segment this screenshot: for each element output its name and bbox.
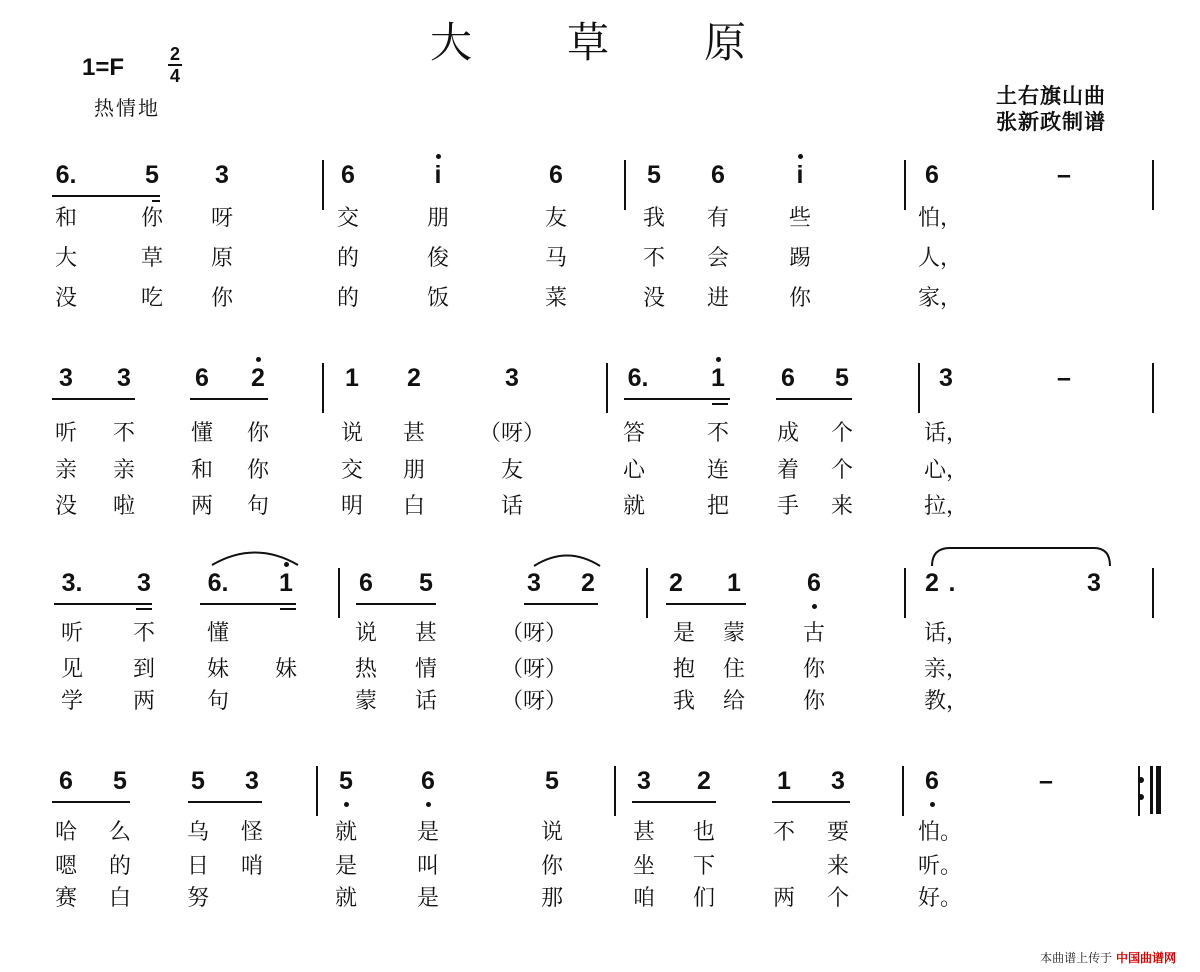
- note: 3: [245, 767, 259, 795]
- site-logo: 中国曲谱网: [1115, 951, 1176, 965]
- lyric-syllable: 来: [830, 494, 854, 519]
- note: 6: [925, 161, 939, 189]
- lyric-syllable: 蒙: [722, 621, 746, 646]
- lyric-syllable: 答: [622, 421, 646, 446]
- lyric-syllable: 情: [414, 657, 438, 682]
- lyric-syllable: 亲: [112, 458, 136, 483]
- lyric-syllable: 下: [692, 854, 716, 879]
- lyric-syllable: 朋: [402, 458, 426, 483]
- footer-text: 本曲谱上传于: [1040, 951, 1113, 965]
- note: 3: [137, 569, 151, 597]
- lyric-syllable: 踢: [788, 246, 812, 271]
- slur: [932, 548, 1110, 566]
- note: 6.: [207, 569, 229, 597]
- lyric-syllable: 你: [802, 657, 826, 682]
- lyric-syllable: 草: [140, 246, 164, 271]
- note: 5: [647, 161, 661, 189]
- tempo-marking: 热情地: [94, 96, 160, 120]
- lyric-syllable: 句: [246, 494, 270, 519]
- lyric-syllable: 你: [210, 286, 234, 311]
- note: i: [796, 161, 804, 189]
- note: 6.: [627, 364, 649, 392]
- lyric-syllable: （呀）: [500, 621, 568, 646]
- composer-credit: 土右旗山曲: [996, 84, 1106, 108]
- note: 6: [781, 364, 795, 392]
- lyric-syllable: 心: [622, 458, 646, 483]
- note: 3: [215, 161, 229, 189]
- lyric-syllable: 是: [416, 820, 440, 845]
- lyric-syllable: 呀: [210, 206, 234, 231]
- lyric-syllable: 妹: [274, 657, 298, 682]
- note: 2: [697, 767, 711, 795]
- lyric-syllable: 不: [772, 820, 796, 845]
- lyric-syllable: 住: [722, 657, 746, 682]
- lyric-syllable: 蒙: [354, 689, 378, 714]
- lyric-syllable: 怪: [240, 820, 264, 845]
- lyric-syllable: 你: [788, 286, 812, 311]
- lyric-syllable: 不: [642, 246, 666, 271]
- lyric-syllable: 饭: [426, 286, 450, 311]
- lyric-syllable: 手: [776, 494, 800, 519]
- lyric-syllable: 没: [54, 286, 78, 311]
- lyric-syllable: 古: [802, 621, 826, 646]
- lyric-syllable: 成: [776, 421, 800, 446]
- note: 5: [145, 161, 159, 189]
- lyric-syllable: 朋: [426, 206, 450, 231]
- lyric-syllable: 我: [672, 689, 696, 714]
- lyric-syllable: 亲: [54, 458, 78, 483]
- time-top: 2: [169, 44, 180, 64]
- note: 1: [711, 364, 725, 392]
- note: 5: [113, 767, 127, 795]
- lyric-syllable: 就: [622, 494, 646, 519]
- lyric-syllable: 个: [830, 421, 854, 446]
- slur: [534, 556, 600, 567]
- lyric-syllable: 大: [54, 246, 78, 271]
- lyric-syllable: 要: [826, 820, 850, 845]
- note: 2: [251, 364, 265, 392]
- note: 5: [191, 767, 205, 795]
- note: 3: [527, 569, 541, 597]
- lyric-syllable: 俊: [426, 246, 450, 271]
- lyric-syllable: 白: [402, 494, 426, 519]
- lyric-syllable: 的: [336, 246, 360, 271]
- lyric-syllable: 的: [108, 854, 132, 879]
- note: 3: [505, 364, 519, 392]
- lyric-syllable: 甚: [402, 421, 426, 446]
- lyric-syllable: 原: [210, 246, 234, 271]
- lyric-syllable: 连: [706, 458, 730, 483]
- lyric-syllable: （呀）: [478, 421, 546, 446]
- lyric-syllable: 把: [706, 494, 730, 519]
- lyric-syllable: 啦: [112, 494, 136, 519]
- lyric-syllable: 心，: [923, 458, 969, 483]
- lyric-syllable: 两: [132, 689, 156, 714]
- note: 2: [407, 364, 421, 392]
- note: .: [948, 569, 956, 597]
- lyric-syllable: 到: [132, 657, 156, 682]
- note: 3: [939, 364, 953, 392]
- lyric-syllable: 怕。: [917, 820, 963, 845]
- lyric-syllable: 没: [54, 494, 78, 519]
- note: 3: [59, 364, 73, 392]
- lyric-syllable: 人，: [917, 246, 963, 271]
- note: 3.: [61, 569, 83, 597]
- final-repeat-barline: [1150, 766, 1153, 814]
- lyric-syllable: 交: [336, 206, 360, 231]
- lyric-syllable: 有: [706, 206, 730, 231]
- lyric-syllable: 明: [340, 494, 364, 519]
- note: 1: [727, 569, 741, 597]
- title-char: 原: [704, 18, 747, 67]
- lyric-syllable: 话，: [923, 621, 969, 646]
- lyric-syllable: 么: [108, 820, 132, 845]
- lyric-syllable: 赛: [54, 886, 78, 911]
- lyric-syllable: 学: [60, 689, 84, 714]
- lyric-syllable: 菜: [544, 286, 568, 311]
- lyric-syllable: 抱: [672, 657, 696, 682]
- lyric-syllable: 见: [60, 657, 84, 682]
- lyric-syllable: 友: [544, 206, 568, 231]
- lyric-syllable: 亲，: [923, 657, 969, 682]
- lyric-syllable: 着: [776, 458, 800, 483]
- lyric-syllable: 不: [706, 421, 730, 446]
- lyric-syllable: 热: [354, 657, 378, 682]
- arranger-credit: 张新政制谱: [996, 110, 1106, 134]
- lyric-syllable: 交: [340, 458, 364, 483]
- lyric-syllable: 甚: [632, 820, 656, 845]
- lyric-syllable: 个: [826, 886, 850, 911]
- lyric-syllable: 马: [544, 246, 568, 271]
- lyric-syllable: 说: [354, 621, 378, 646]
- note: 6: [195, 364, 209, 392]
- note: –: [1057, 364, 1071, 392]
- note: 6: [341, 161, 355, 189]
- lyric-syllable: 友: [500, 458, 524, 483]
- note: 6: [359, 569, 373, 597]
- slur: [212, 553, 298, 566]
- time-bottom: 4: [169, 66, 180, 86]
- final-repeat-barline: [1156, 766, 1161, 814]
- lyric-syllable: 话: [500, 494, 524, 519]
- note: 6: [711, 161, 725, 189]
- lyric-syllable: （呀）: [500, 689, 568, 714]
- lyric-syllable: 甚: [414, 621, 438, 646]
- lyric-syllable: 我: [642, 206, 666, 231]
- lyric-syllable: 你: [802, 689, 826, 714]
- lyric-syllable: 说: [540, 820, 564, 845]
- lyric-syllable: 好。: [917, 886, 963, 911]
- note: 6: [421, 767, 435, 795]
- lyric-syllable: 不: [132, 621, 156, 646]
- lyric-syllable: 是: [672, 621, 696, 646]
- note: 2: [925, 569, 939, 597]
- key-signature: 1=F: [82, 54, 125, 81]
- lyric-syllable: 是: [416, 886, 440, 911]
- lyric-syllable: 进: [706, 286, 730, 311]
- lyric-syllable: 懂: [190, 421, 214, 446]
- lyric-syllable: 怕，: [917, 206, 963, 231]
- lyric-syllable: 你: [246, 421, 270, 446]
- note: 3: [117, 364, 131, 392]
- note: 6.: [55, 161, 77, 189]
- lyric-syllable: 嗯: [54, 854, 78, 879]
- lyric-syllable: 就: [334, 886, 358, 911]
- lyric-syllable: 和: [190, 458, 214, 483]
- lyric-syllable: 坐: [632, 854, 656, 879]
- lyric-syllable: 们: [692, 886, 716, 911]
- note: 6: [807, 569, 821, 597]
- lyric-syllable: 你: [246, 458, 270, 483]
- lyric-syllable: 不: [112, 421, 136, 446]
- lyric-syllable: 家，: [917, 286, 963, 311]
- note: –: [1039, 767, 1053, 795]
- note: 3: [1087, 569, 1101, 597]
- title-char: 大: [430, 18, 473, 67]
- note: 5: [419, 569, 433, 597]
- lyric-syllable: 就: [334, 820, 358, 845]
- lyric-syllable: 的: [336, 286, 360, 311]
- repeat-dot: [1138, 777, 1144, 783]
- lyric-syllable: 话，: [923, 421, 969, 446]
- lyric-syllable: 说: [340, 421, 364, 446]
- lyric-syllable: 日: [186, 854, 210, 879]
- lyric-syllable: 些: [788, 206, 812, 231]
- lyric-syllable: 没: [642, 286, 666, 311]
- lyric-syllable: 哈: [54, 820, 78, 845]
- lyric-syllable: 叫: [416, 854, 440, 879]
- lyric-syllable: 你: [540, 854, 564, 879]
- lyric-syllable: 教，: [923, 689, 969, 714]
- note: 3: [637, 767, 651, 795]
- lyric-syllable: 懂: [206, 621, 230, 646]
- note: 6: [925, 767, 939, 795]
- lyric-syllable: 两: [190, 494, 214, 519]
- lyric-syllable: 听。: [917, 854, 963, 879]
- lyric-syllable: 话: [414, 689, 438, 714]
- lyric-syllable: 和: [54, 206, 78, 231]
- lyric-syllable: 拉，: [923, 494, 969, 519]
- lyric-syllable: 给: [722, 689, 746, 714]
- lyric-syllable: 两: [772, 886, 796, 911]
- repeat-dot: [1138, 794, 1144, 800]
- note: 1: [345, 364, 359, 392]
- note: –: [1057, 161, 1071, 189]
- lyric-syllable: 个: [830, 458, 854, 483]
- lyric-syllable: 句: [206, 689, 230, 714]
- note: 5: [339, 767, 353, 795]
- note: 6: [549, 161, 563, 189]
- lyric-syllable: 那: [540, 886, 564, 911]
- note: 6: [59, 767, 73, 795]
- lyric-syllable: 妹: [206, 657, 230, 682]
- lyric-syllable: 听: [54, 421, 78, 446]
- note: 1: [777, 767, 791, 795]
- lyric-syllable: 哨: [240, 854, 264, 879]
- lyric-syllable: 你: [140, 206, 164, 231]
- lyric-syllable: 也: [692, 820, 716, 845]
- note: 3: [831, 767, 845, 795]
- note: 1: [279, 569, 293, 597]
- title-char: 草: [567, 18, 610, 67]
- note: 2: [669, 569, 683, 597]
- lyric-syllable: 白: [108, 886, 132, 911]
- lyric-syllable: 努: [186, 886, 210, 911]
- note: 5: [545, 767, 559, 795]
- lyric-syllable: 咱: [632, 886, 656, 911]
- lyric-syllable: （呀）: [500, 657, 568, 682]
- lyric-syllable: 听: [60, 621, 84, 646]
- note: i: [434, 161, 442, 189]
- lyric-syllable: 会: [706, 246, 730, 271]
- note: 2: [581, 569, 595, 597]
- lyric-syllable: 吃: [140, 286, 164, 311]
- lyric-syllable: 乌: [186, 820, 210, 845]
- lyric-syllable: 是: [334, 854, 358, 879]
- note: 5: [835, 364, 849, 392]
- lyric-syllable: 来: [826, 854, 850, 879]
